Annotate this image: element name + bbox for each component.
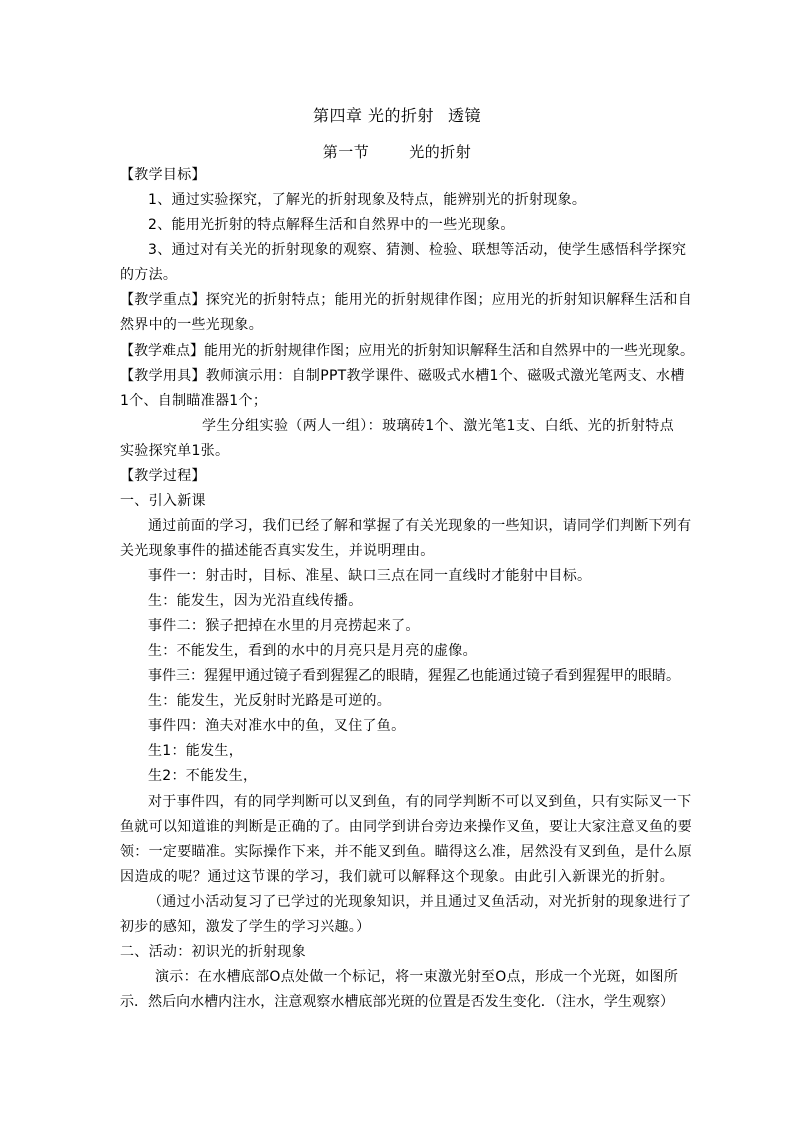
objective-1: 1、通过实验探究，了解光的折射现象及特点，能辨别光的折射现象。 [148,192,587,208]
discussion-line-4: 因造成的呢？通过这节课的学习，我们就可以解释这个现象。由此引入新课光的折射。 [120,869,674,885]
difficulties: 【教学难点】能用光的折射规律作图；应用光的折射知识解释生活和自然界中的一些光现象。 [120,343,694,359]
discussion-line-3: 领：一定要瞄准。实际操作下来，并不能叉到鱼。瞄得这么准，居然没有叉到鱼，是什么原 [120,844,692,860]
answer-4a: 生1：能发生， [148,743,244,759]
student-materials: 学生分组实验（两人一组）：玻璃砖1个、激光笔1支、白纸、光的折射特点 [202,418,674,434]
design-note-cont: 初步的感知，激发了学生的学习兴趣。） [120,919,371,935]
objective-3: 3、通过对有关光的折射现象的观察、猜测、检验、联想等活动，使学生感悟科学探究 [148,242,687,258]
part-1-heading: 一、引入新课 [120,493,206,509]
demo-line-1: 演示：在水槽底部O点处做一个标记，将一束激光射至O点，形成一个光斑，如图所 [155,969,679,985]
answer-1: 生：能发生，因为光沿直线传播。 [148,593,363,609]
answer-4b: 生2：不能发生， [148,768,258,784]
key-points-cont: 然界中的一些光现象。 [120,317,263,333]
event-4: 事件四：渔夫对准水中的鱼，叉住了鱼。 [148,718,406,734]
chapter-title [0,106,794,126]
intro-paragraph: 通过前面的学习，我们已经了解和掌握了有关光现象的一些知识，请同学们判断下列有 [148,518,692,534]
event-2: 事件二：猴子把掉在水里的月亮捞起来了。 [148,618,420,634]
chapter-title-topic: 透镜 [448,106,482,125]
discussion-line-2: 鱼就可以知道谁的判断是正确的了。由同学到讲台旁边来操作叉鱼，要让大家注意叉鱼的要 [120,819,692,835]
section-title [0,142,794,162]
objective-3-cont: 的方法。 [120,267,178,283]
student-materials-cont: 实验探究单1张。 [120,443,230,459]
teaching-aids: 【教学用具】教师演示用：自制PPT教学课件、磁吸式水槽1个、磁吸式激光笔两支、水槽 [120,368,685,384]
answer-2: 生：不能发生，看到的水中的月亮只是月亮的虚像。 [148,643,477,659]
teaching-aids-cont: 1个、自制瞄准器1个； [120,393,268,409]
part-2-heading: 二、活动：初识光的折射现象 [120,944,306,960]
heading-process: 【教学过程】 [120,468,206,484]
event-3: 事件三：猩猩甲通过镜子看到猩猩乙的眼睛，猩猩乙也能通过镜子看到猩猩甲的眼睛。 [148,668,680,684]
chapter-title-main: 第四章 光的折射 [312,106,435,125]
key-points: 【教学重点】探究光的折射特点；能用光的折射规律作图；应用光的折射知识解释生活和自 [120,292,692,308]
intro-paragraph-cont: 关光现象事件的描述能否真实发生，并说明理由。 [120,543,435,559]
answer-3: 生：能发生，光反射时光路是可逆的。 [148,693,392,709]
section-number: 第一节 [322,143,370,161]
design-note: （通过小活动复习了已学过的光现象知识，并且通过叉鱼活动，对光折射的现象进行了 [148,894,692,910]
demo-line-2: 示．然后向水槽内注水，注意观察水槽底部光斑的位置是否发生变化．（注水，学生观察） [120,994,674,1010]
discussion-line-1: 对于事件四，有的同学判断可以叉到鱼，有的同学判断不可以叉到鱼，只有实际叉一下 [148,794,692,810]
section-name: 光的折射 [409,143,472,161]
objective-2: 2、能用光折射的特点解释生活和自然界中的一些光现象。 [148,217,515,233]
event-1: 事件一：射击时，目标、准星、缺口三点在同一直线时才能射中目标。 [148,568,592,584]
heading-objectives: 【教学目标】 [120,167,206,183]
